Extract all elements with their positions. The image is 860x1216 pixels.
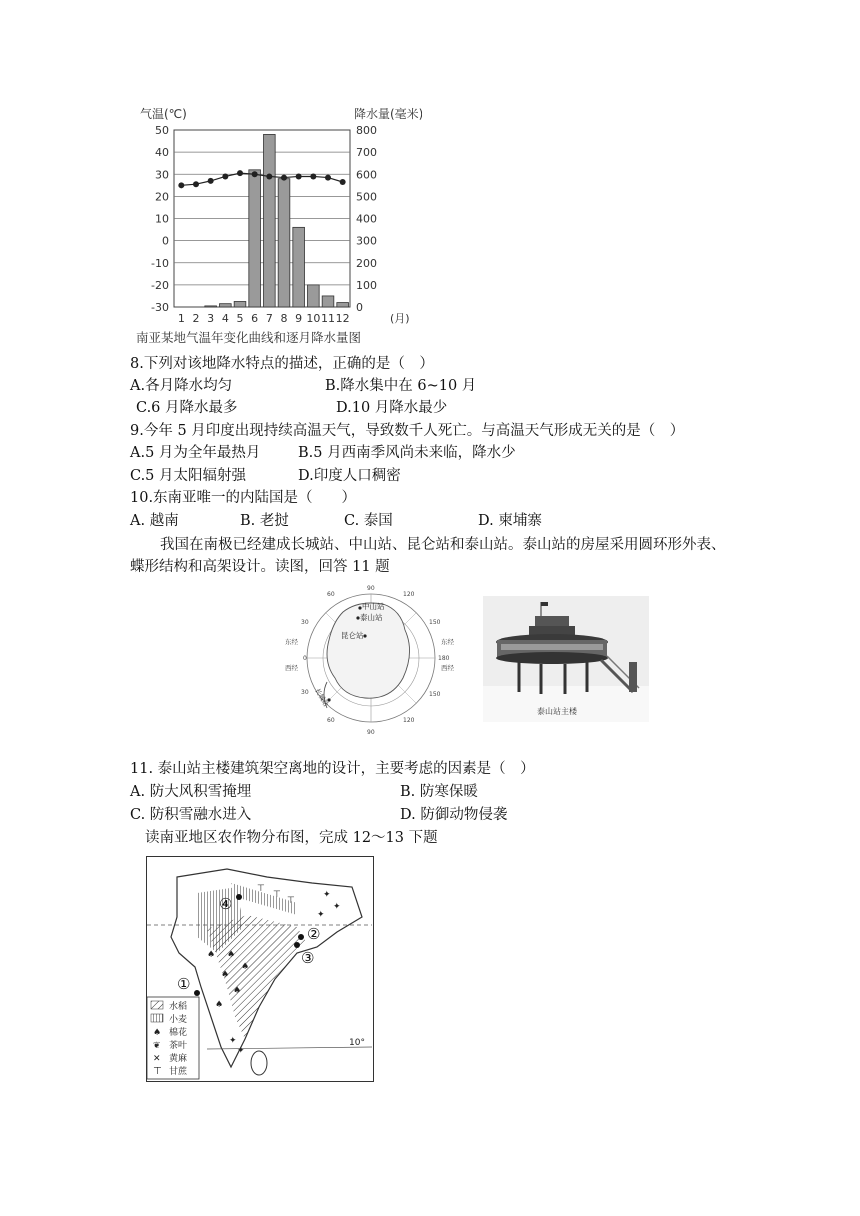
month-tick-label: 11	[321, 312, 335, 325]
left-tick-label: 10	[155, 212, 169, 226]
degree-label: 90	[367, 729, 375, 736]
degree-label: 150	[429, 691, 441, 698]
right-tick-label: 0	[356, 301, 363, 314]
q8-option-b: B.降水集中在 6~10 月	[325, 378, 477, 394]
q9-option-a: A.5 月为全年最热月	[130, 445, 261, 461]
antarctica-intro-line1: 我国在南极已经建成长城站、中山站、昆仑站和泰山站。泰山站的房屋采用圆环形外表、	[160, 537, 726, 553]
degree-label: 120	[403, 591, 415, 598]
q8-option-c: C.6 月降水最多	[136, 400, 238, 416]
left-tick-label: -20	[151, 278, 169, 292]
svg-text:♠: ♠	[207, 950, 216, 960]
q10-option-b: B. 老挝	[240, 513, 289, 529]
photo-caption: 泰山站主楼	[537, 707, 577, 716]
precip-bar	[249, 170, 261, 307]
q10-option-d: D. 柬埔寨	[478, 513, 542, 529]
svg-text:⊤: ⊤	[287, 896, 295, 906]
precip-bar	[337, 303, 349, 307]
month-tick-label: 6	[251, 312, 259, 325]
svg-text:♠: ♠	[153, 1028, 162, 1038]
svg-text:♠: ♠	[233, 986, 242, 996]
precip-bar	[278, 179, 290, 307]
south-asia-intro: 读南亚地区农作物分布图，完成 12～13 下题	[145, 830, 438, 846]
right-tick-label: 100	[356, 278, 377, 292]
precip-bar	[264, 134, 276, 307]
right-tick-label: 400	[356, 212, 377, 226]
q11-stem: 11. 泰山站主楼建筑架空离地的设计，主要考虑的因素是（ ）	[130, 761, 535, 777]
temperature-point	[208, 178, 214, 184]
temperature-point	[266, 173, 272, 179]
marker-2: ②	[307, 925, 321, 943]
left-tick-label: 50	[155, 124, 169, 137]
degree-label: 150	[429, 619, 441, 626]
left-tick-label: -10	[151, 256, 169, 270]
legend-wheat: 小麦	[169, 1015, 188, 1025]
right-axis-label: 降水量(毫米)	[354, 107, 422, 121]
label-east: 东经	[285, 638, 298, 646]
chart-caption: 南亚某地气温年变化曲线和逐月降水量图	[136, 330, 362, 345]
temperature-point	[193, 181, 199, 187]
legend-rice: 水稻	[169, 1002, 188, 1012]
degree-label: 120	[403, 717, 415, 724]
degree-label: 180	[438, 655, 450, 662]
legend-jute: 黄麻	[169, 1054, 188, 1064]
climate-chart	[132, 100, 422, 348]
precip-bar	[322, 296, 334, 307]
taishan-photo	[483, 596, 649, 722]
precip-bar	[308, 285, 320, 307]
q11-option-a: A. 防大风积雪掩埋	[130, 784, 252, 800]
temperature-line	[181, 173, 342, 185]
marker-3: ③	[301, 949, 315, 967]
taishan-building-image	[483, 596, 649, 722]
marker-4: ④	[219, 895, 233, 913]
svg-text:✕: ✕	[153, 1054, 161, 1064]
degree-label: 60	[327, 591, 335, 598]
south-asia-crop-map	[146, 856, 374, 1082]
antarctica-intro-line2: 蝶形结构和高架设计。读图，回答 11 题	[130, 559, 390, 575]
label-east-right: 东经	[441, 638, 454, 646]
svg-text:❦: ❦	[153, 1041, 161, 1051]
month-tick-label: 2	[192, 312, 200, 325]
svg-text:✦: ✦	[317, 910, 325, 920]
q9-option-c: C.5 月太阳辐射强	[130, 468, 247, 484]
q10-option-a: A. 越南	[130, 513, 179, 529]
right-tick-label: 200	[356, 256, 377, 270]
temperature-point	[252, 171, 258, 177]
right-tick-label: 800	[356, 124, 377, 137]
left-tick-label: 30	[155, 168, 169, 182]
month-tick-label: 5	[236, 312, 244, 325]
q11-option-c: C. 防积雪融水进入	[130, 807, 252, 823]
right-tick-label: 700	[356, 146, 377, 160]
left-tick-label: 40	[155, 146, 169, 160]
svg-text:✦: ✦	[333, 902, 341, 912]
svg-text:⊤: ⊤	[153, 1066, 162, 1077]
label-west-right: 西经	[441, 664, 454, 672]
climate-chart-svg	[132, 100, 422, 348]
svg-text:✦: ✦	[229, 1036, 237, 1046]
q11-option-d: D. 防御动物侵袭	[400, 807, 508, 823]
right-tick-label: 300	[356, 234, 377, 248]
marker-1: ①	[177, 975, 191, 993]
temperature-point	[281, 175, 287, 181]
precip-bar	[205, 306, 217, 307]
svg-text:⊤: ⊤	[273, 890, 281, 900]
degree-label: 0	[303, 655, 307, 662]
polar-map	[283, 582, 458, 737]
legend-sugarcane: 甘蔗	[169, 1067, 188, 1077]
temperature-point	[222, 173, 228, 179]
svg-text:✦: ✦	[237, 1046, 245, 1056]
month-tick-label: 3	[207, 312, 215, 325]
month-tick-label: 12	[335, 312, 350, 325]
month-tick-label: 4	[221, 312, 229, 325]
precip-bar	[293, 227, 305, 307]
svg-text:⊤: ⊤	[257, 884, 265, 894]
temperature-point	[178, 182, 184, 188]
temperature-point	[296, 173, 302, 179]
q10-option-c: C. 泰国	[344, 513, 393, 529]
legend-cotton: 棉花	[169, 1028, 188, 1038]
month-unit: (月)	[390, 312, 410, 325]
svg-text:♠: ♠	[221, 970, 230, 980]
svg-text:♠: ♠	[241, 962, 250, 972]
q8-option-d: D.10 月降水最少	[336, 400, 448, 416]
lat-10-label: 10°	[349, 1038, 365, 1048]
q8-option-a: A.各月降水均匀	[130, 378, 233, 394]
q9-stem: 9.今年 5 月印度出现持续高温天气，导致数千人死亡。与高温天气形成无关的是（ ）	[130, 423, 685, 439]
degree-label: 30	[301, 689, 309, 696]
left-tick-label: 0	[162, 234, 169, 248]
left-tick-label: -30	[151, 301, 169, 314]
temperature-point	[340, 179, 346, 185]
q9-option-d: D.印度人口稠密	[298, 468, 401, 484]
month-tick-label: 8	[280, 312, 288, 325]
left-tick-label: 20	[155, 190, 169, 204]
polar-map-svg	[283, 582, 458, 737]
q9-option-b: B.5 月西南季风尚未来临，降水少	[298, 445, 516, 461]
crop-map-svg	[147, 857, 372, 1080]
right-tick-label: 600	[356, 168, 377, 182]
right-tick-label: 500	[356, 190, 377, 204]
label-west: 西经	[285, 664, 298, 672]
temperature-point	[325, 175, 331, 181]
month-tick-label: 1	[177, 312, 185, 325]
legend-tea: 茶叶	[169, 1041, 188, 1051]
temperature-point	[237, 170, 243, 176]
q8-stem: 8.下列对该地降水特点的描述，正确的是（ ）	[130, 356, 434, 372]
precip-bar	[234, 301, 246, 307]
month-tick-label: 9	[295, 312, 303, 325]
svg-text:♠: ♠	[215, 1000, 224, 1010]
svg-text:✦: ✦	[323, 890, 331, 900]
q11-option-b: B. 防寒保暖	[400, 784, 478, 800]
month-tick-label: 7	[265, 312, 273, 325]
label-changcheng: 长城站	[313, 687, 330, 708]
month-tick-label: 10	[306, 312, 321, 325]
degree-label: 30	[301, 619, 309, 626]
label-kunlun: 昆仑站	[341, 631, 364, 640]
degree-label: 60	[327, 717, 335, 724]
temperature-point	[310, 173, 316, 179]
label-zhongshan: 中山站	[362, 602, 385, 611]
left-axis-label: 气温(℃)	[140, 107, 187, 121]
svg-text:♠: ♠	[227, 950, 236, 960]
q10-stem: 10.东南亚唯一的内陆国是（ ）	[130, 490, 357, 506]
label-taishan: 泰山站	[360, 613, 383, 622]
precip-bar	[220, 304, 232, 307]
degree-label: 90	[367, 585, 375, 592]
